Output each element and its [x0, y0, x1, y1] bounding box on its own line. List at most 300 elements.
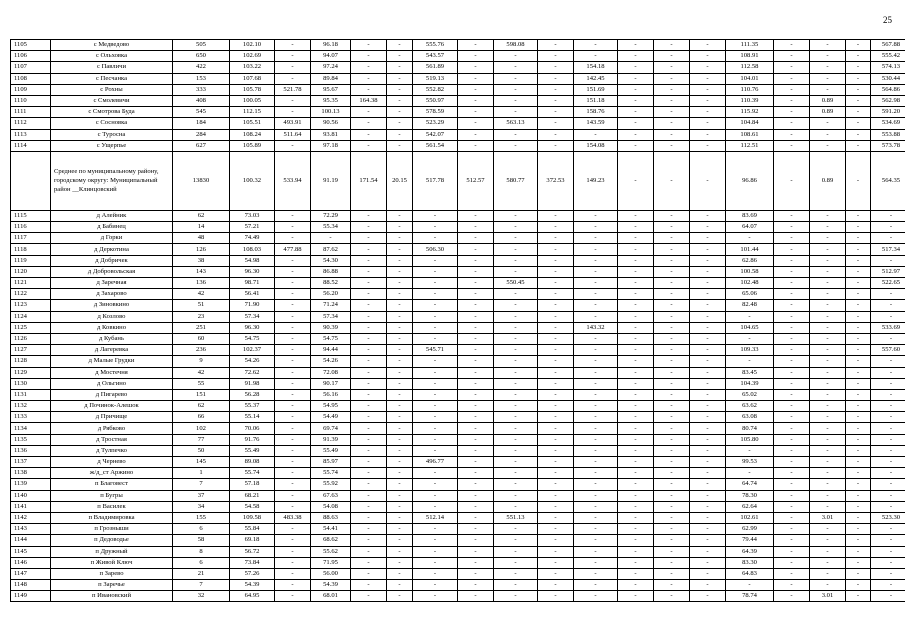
- value-cell: -: [387, 423, 413, 434]
- value-cell: -: [774, 524, 810, 535]
- value-cell: -: [774, 479, 810, 490]
- value-cell: -: [275, 378, 311, 389]
- value-cell: -: [846, 73, 871, 84]
- value-cell: -: [690, 51, 726, 62]
- value-cell: -: [846, 300, 871, 311]
- row-code: 1146: [11, 557, 51, 568]
- value-cell: -: [871, 389, 905, 400]
- value-cell: 627: [173, 140, 230, 151]
- value-cell: -: [618, 524, 654, 535]
- value-cell: -: [654, 210, 690, 221]
- value-cell: 0.89: [810, 95, 846, 106]
- value-cell: -: [275, 73, 311, 84]
- value-cell: 550.97: [413, 95, 458, 106]
- value-cell: -: [494, 210, 538, 221]
- value-cell: 56.72: [230, 546, 275, 557]
- value-cell: -: [458, 62, 494, 73]
- value-cell: -: [690, 546, 726, 557]
- value-cell: -: [871, 445, 905, 456]
- settlement-name: с Медведово: [51, 40, 173, 51]
- value-cell: -: [871, 557, 905, 568]
- value-cell: -: [810, 479, 846, 490]
- value-cell: -: [574, 40, 618, 51]
- value-cell: -: [458, 40, 494, 51]
- value-cell: -: [618, 546, 654, 557]
- value-cell: -: [574, 591, 618, 602]
- value-cell: -: [690, 367, 726, 378]
- value-cell: -: [574, 557, 618, 568]
- value-cell: -: [774, 568, 810, 579]
- value-cell: -: [690, 568, 726, 579]
- value-cell: 88.63: [311, 512, 351, 523]
- value-cell: -: [726, 356, 774, 367]
- value-cell: 97.18: [311, 140, 351, 151]
- value-cell: -: [774, 222, 810, 233]
- value-cell: 3.01: [810, 591, 846, 602]
- value-cell: -: [458, 255, 494, 266]
- value-cell: -: [774, 367, 810, 378]
- value-cell: -: [618, 278, 654, 289]
- value-cell: -: [387, 73, 413, 84]
- value-cell: -: [494, 233, 538, 244]
- value-cell: 105.80: [726, 434, 774, 445]
- value-cell: -: [458, 490, 494, 501]
- value-cell: -: [774, 140, 810, 151]
- value-cell: -: [810, 73, 846, 84]
- value-cell: -: [351, 568, 387, 579]
- value-cell: 32: [173, 591, 230, 602]
- value-cell: 7: [173, 580, 230, 591]
- value-cell: 99.53: [726, 457, 774, 468]
- value-cell: -: [618, 479, 654, 490]
- value-cell: -: [387, 62, 413, 73]
- value-cell: -: [810, 40, 846, 51]
- tariff-table: [10, 39, 905, 602]
- value-cell: -: [690, 289, 726, 300]
- table-row: [11, 591, 905, 602]
- value-cell: 105.78: [230, 84, 275, 95]
- value-cell: -: [458, 322, 494, 333]
- value-cell: -: [618, 289, 654, 300]
- value-cell: 80.74: [726, 423, 774, 434]
- value-cell: -: [726, 580, 774, 591]
- value-cell: -: [574, 367, 618, 378]
- value-cell: -: [538, 140, 574, 151]
- value-cell: 102: [173, 423, 230, 434]
- value-cell: 102.69: [230, 51, 275, 62]
- row-code: [11, 151, 51, 210]
- value-cell: 563.13: [494, 118, 538, 129]
- value-cell: -: [618, 151, 654, 210]
- value-cell: 55.62: [311, 546, 351, 557]
- value-cell: -: [387, 356, 413, 367]
- value-cell: -: [774, 412, 810, 423]
- value-cell: 512.97: [871, 266, 905, 277]
- value-cell: -: [810, 311, 846, 322]
- value-cell: -: [351, 434, 387, 445]
- value-cell: -: [275, 546, 311, 557]
- value-cell: 74.49: [230, 233, 275, 244]
- value-cell: 42: [173, 367, 230, 378]
- settlement-name: д Добровольская: [51, 266, 173, 277]
- value-cell: 78.74: [726, 591, 774, 602]
- value-cell: 50: [173, 445, 230, 456]
- value-cell: -: [458, 557, 494, 568]
- value-cell: 158.76: [574, 107, 618, 118]
- value-cell: -: [846, 129, 871, 140]
- value-cell: -: [846, 40, 871, 51]
- value-cell: -: [574, 255, 618, 266]
- table-row: [11, 51, 905, 62]
- value-cell: -: [846, 356, 871, 367]
- value-cell: -: [871, 412, 905, 423]
- value-cell: -: [387, 401, 413, 412]
- value-cell: -: [654, 95, 690, 106]
- value-cell: 511.64: [275, 129, 311, 140]
- value-cell: -: [351, 557, 387, 568]
- value-cell: 38: [173, 255, 230, 266]
- value-cell: -: [810, 51, 846, 62]
- value-cell: 68.01: [311, 591, 351, 602]
- value-cell: -: [690, 468, 726, 479]
- value-cell: -: [458, 535, 494, 546]
- row-code: 1124: [11, 311, 51, 322]
- value-cell: -: [690, 356, 726, 367]
- value-cell: -: [458, 378, 494, 389]
- value-cell: -: [690, 345, 726, 356]
- value-cell: -: [494, 501, 538, 512]
- value-cell: 101.44: [726, 244, 774, 255]
- value-cell: -: [654, 524, 690, 535]
- value-cell: -: [618, 535, 654, 546]
- value-cell: -: [458, 222, 494, 233]
- value-cell: -: [494, 580, 538, 591]
- row-code: 1147: [11, 568, 51, 579]
- value-cell: -: [774, 535, 810, 546]
- row-code: 1127: [11, 345, 51, 356]
- value-cell: 6: [173, 524, 230, 535]
- value-cell: -: [846, 445, 871, 456]
- value-cell: 552.82: [413, 84, 458, 95]
- value-cell: 115.92: [726, 107, 774, 118]
- value-cell: 95.35: [311, 95, 351, 106]
- value-cell: -: [810, 289, 846, 300]
- value-cell: -: [538, 490, 574, 501]
- value-cell: 7: [173, 479, 230, 490]
- summary-row: [11, 151, 905, 210]
- value-cell: 145: [173, 457, 230, 468]
- value-cell: -: [574, 434, 618, 445]
- value-cell: -: [654, 62, 690, 73]
- value-cell: -: [574, 356, 618, 367]
- row-code: 1120: [11, 266, 51, 277]
- value-cell: 54.39: [230, 580, 275, 591]
- value-cell: -: [387, 233, 413, 244]
- value-cell: -: [810, 266, 846, 277]
- value-cell: -: [275, 140, 311, 151]
- value-cell: -: [654, 255, 690, 266]
- value-cell: -: [275, 557, 311, 568]
- value-cell: -: [810, 524, 846, 535]
- value-cell: -: [538, 367, 574, 378]
- value-cell: 109.33: [726, 345, 774, 356]
- value-cell: -: [387, 95, 413, 106]
- settlement-name: п Ивановский: [51, 591, 173, 602]
- value-cell: -: [413, 568, 458, 579]
- value-cell: -: [846, 210, 871, 221]
- value-cell: -: [654, 445, 690, 456]
- value-cell: -: [494, 557, 538, 568]
- value-cell: -: [690, 591, 726, 602]
- value-cell: -: [618, 62, 654, 73]
- value-cell: -: [618, 73, 654, 84]
- value-cell: -: [654, 233, 690, 244]
- value-cell: 96.86: [726, 151, 774, 210]
- value-cell: 93.81: [311, 129, 351, 140]
- value-cell: 109.58: [230, 512, 275, 523]
- value-cell: -: [810, 129, 846, 140]
- table-row: [11, 557, 905, 568]
- value-cell: -: [538, 546, 574, 557]
- value-cell: -: [275, 107, 311, 118]
- table-row: [11, 512, 905, 523]
- value-cell: -: [387, 468, 413, 479]
- settlement-name: с Сосновка: [51, 118, 173, 129]
- value-cell: -: [275, 479, 311, 490]
- value-cell: 108.91: [726, 51, 774, 62]
- value-cell: 55.74: [311, 468, 351, 479]
- value-cell: -: [871, 289, 905, 300]
- value-cell: -: [654, 457, 690, 468]
- value-cell: -: [275, 345, 311, 356]
- table-row: [11, 401, 905, 412]
- value-cell: -: [387, 580, 413, 591]
- value-cell: -: [351, 389, 387, 400]
- row-code: 1105: [11, 40, 51, 51]
- value-cell: -: [810, 118, 846, 129]
- value-cell: -: [774, 356, 810, 367]
- value-cell: -: [538, 457, 574, 468]
- value-cell: -: [494, 412, 538, 423]
- value-cell: -: [387, 389, 413, 400]
- value-cell: -: [538, 266, 574, 277]
- value-cell: -: [871, 546, 905, 557]
- value-cell: -: [846, 151, 871, 210]
- value-cell: -: [494, 95, 538, 106]
- table-row: [11, 580, 905, 591]
- value-cell: 86.88: [311, 266, 351, 277]
- value-cell: -: [618, 129, 654, 140]
- value-cell: 108.61: [726, 129, 774, 140]
- value-cell: -: [574, 401, 618, 412]
- value-cell: -: [494, 490, 538, 501]
- settlement-name: д Мостечня: [51, 367, 173, 378]
- value-cell: -: [690, 423, 726, 434]
- value-cell: -: [275, 524, 311, 535]
- value-cell: 57.26: [230, 568, 275, 579]
- row-code: 1111: [11, 107, 51, 118]
- table-body: [11, 40, 905, 602]
- settlement-name: д Причище: [51, 412, 173, 423]
- value-cell: -: [774, 84, 810, 95]
- value-cell: -: [538, 401, 574, 412]
- value-cell: 79.44: [726, 535, 774, 546]
- value-cell: 70.06: [230, 423, 275, 434]
- value-cell: 110.76: [726, 84, 774, 95]
- value-cell: 573.78: [871, 140, 905, 151]
- value-cell: -: [726, 468, 774, 479]
- value-cell: -: [846, 568, 871, 579]
- value-cell: -: [846, 107, 871, 118]
- value-cell: -: [690, 300, 726, 311]
- settlement-name: с Рохны: [51, 84, 173, 95]
- settlement-name: п Владимировка: [51, 512, 173, 523]
- value-cell: -: [458, 84, 494, 95]
- value-cell: 564.86: [871, 84, 905, 95]
- value-cell: 567.88: [871, 40, 905, 51]
- value-cell: -: [458, 479, 494, 490]
- value-cell: -: [618, 412, 654, 423]
- value-cell: -: [871, 580, 905, 591]
- value-cell: -: [387, 118, 413, 129]
- value-cell: -: [413, 434, 458, 445]
- value-cell: 54.41: [311, 524, 351, 535]
- value-cell: -: [774, 40, 810, 51]
- value-cell: -: [690, 266, 726, 277]
- value-cell: -: [351, 468, 387, 479]
- value-cell: 89.84: [311, 73, 351, 84]
- value-cell: -: [846, 244, 871, 255]
- value-cell: -: [654, 501, 690, 512]
- value-cell: -: [726, 445, 774, 456]
- value-cell: -: [810, 468, 846, 479]
- value-cell: -: [538, 278, 574, 289]
- settlement-name: с Смолевичи: [51, 95, 173, 106]
- value-cell: -: [846, 222, 871, 233]
- value-cell: 55.92: [311, 479, 351, 490]
- value-cell: 522.65: [871, 278, 905, 289]
- value-cell: -: [538, 557, 574, 568]
- value-cell: -: [387, 367, 413, 378]
- value-cell: 34: [173, 501, 230, 512]
- value-cell: -: [810, 333, 846, 344]
- settlement-name: д Захарово: [51, 289, 173, 300]
- value-cell: 408: [173, 95, 230, 106]
- value-cell: -: [846, 140, 871, 151]
- value-cell: -: [351, 278, 387, 289]
- value-cell: -: [387, 546, 413, 557]
- value-cell: -: [654, 490, 690, 501]
- value-cell: 517.34: [871, 244, 905, 255]
- value-cell: -: [690, 140, 726, 151]
- value-cell: -: [654, 51, 690, 62]
- value-cell: -: [275, 568, 311, 579]
- value-cell: -: [351, 107, 387, 118]
- value-cell: 578.59: [413, 107, 458, 118]
- value-cell: -: [275, 490, 311, 501]
- table-row: [11, 289, 905, 300]
- value-cell: -: [494, 289, 538, 300]
- row-code: 1115: [11, 210, 51, 221]
- value-cell: 21: [173, 568, 230, 579]
- value-cell: 523.29: [413, 118, 458, 129]
- value-cell: 1: [173, 468, 230, 479]
- settlement-name: с Павличи: [51, 62, 173, 73]
- row-code: 1136: [11, 445, 51, 456]
- value-cell: -: [846, 591, 871, 602]
- value-cell: -: [810, 140, 846, 151]
- row-code: 1108: [11, 73, 51, 84]
- value-cell: -: [458, 345, 494, 356]
- value-cell: 561.89: [413, 62, 458, 73]
- value-cell: 56.28: [230, 389, 275, 400]
- value-cell: -: [654, 266, 690, 277]
- value-cell: -: [846, 479, 871, 490]
- value-cell: -: [774, 95, 810, 106]
- value-cell: -: [618, 501, 654, 512]
- value-cell: -: [275, 434, 311, 445]
- value-cell: -: [726, 311, 774, 322]
- value-cell: 506.30: [413, 244, 458, 255]
- value-cell: -: [871, 255, 905, 266]
- value-cell: -: [690, 445, 726, 456]
- value-cell: -: [351, 591, 387, 602]
- value-cell: -: [413, 501, 458, 512]
- value-cell: -: [494, 434, 538, 445]
- value-cell: -: [351, 333, 387, 344]
- value-cell: -: [494, 51, 538, 62]
- value-cell: -: [690, 479, 726, 490]
- value-cell: -: [846, 233, 871, 244]
- value-cell: 60: [173, 333, 230, 344]
- value-cell: -: [618, 490, 654, 501]
- value-cell: -: [351, 345, 387, 356]
- settlement-name: с Песчанка: [51, 73, 173, 84]
- value-cell: -: [774, 423, 810, 434]
- value-cell: -: [574, 457, 618, 468]
- value-cell: 55.49: [230, 445, 275, 456]
- value-cell: -: [538, 322, 574, 333]
- value-cell: -: [458, 412, 494, 423]
- value-cell: -: [275, 423, 311, 434]
- value-cell: -: [413, 289, 458, 300]
- value-cell: 108.24: [230, 129, 275, 140]
- value-cell: 91.39: [311, 434, 351, 445]
- value-cell: -: [871, 233, 905, 244]
- value-cell: -: [538, 333, 574, 344]
- value-cell: -: [846, 62, 871, 73]
- settlement-name: п Василек: [51, 501, 173, 512]
- settlement-name: д Починок-Алешок: [51, 401, 173, 412]
- value-cell: -: [574, 129, 618, 140]
- value-cell: 55.37: [230, 401, 275, 412]
- row-code: 1110: [11, 95, 51, 106]
- settlement-name: д Ковкино: [51, 322, 173, 333]
- value-cell: -: [275, 322, 311, 333]
- value-cell: -: [387, 255, 413, 266]
- value-cell: -: [618, 244, 654, 255]
- value-cell: 543.57: [413, 51, 458, 62]
- value-cell: -: [618, 591, 654, 602]
- value-cell: -: [387, 289, 413, 300]
- value-cell: 154.18: [574, 62, 618, 73]
- value-cell: 83.69: [726, 210, 774, 221]
- value-cell: -: [654, 278, 690, 289]
- value-cell: -: [351, 140, 387, 151]
- value-cell: -: [275, 95, 311, 106]
- value-cell: -: [618, 423, 654, 434]
- value-cell: 512.14: [413, 512, 458, 523]
